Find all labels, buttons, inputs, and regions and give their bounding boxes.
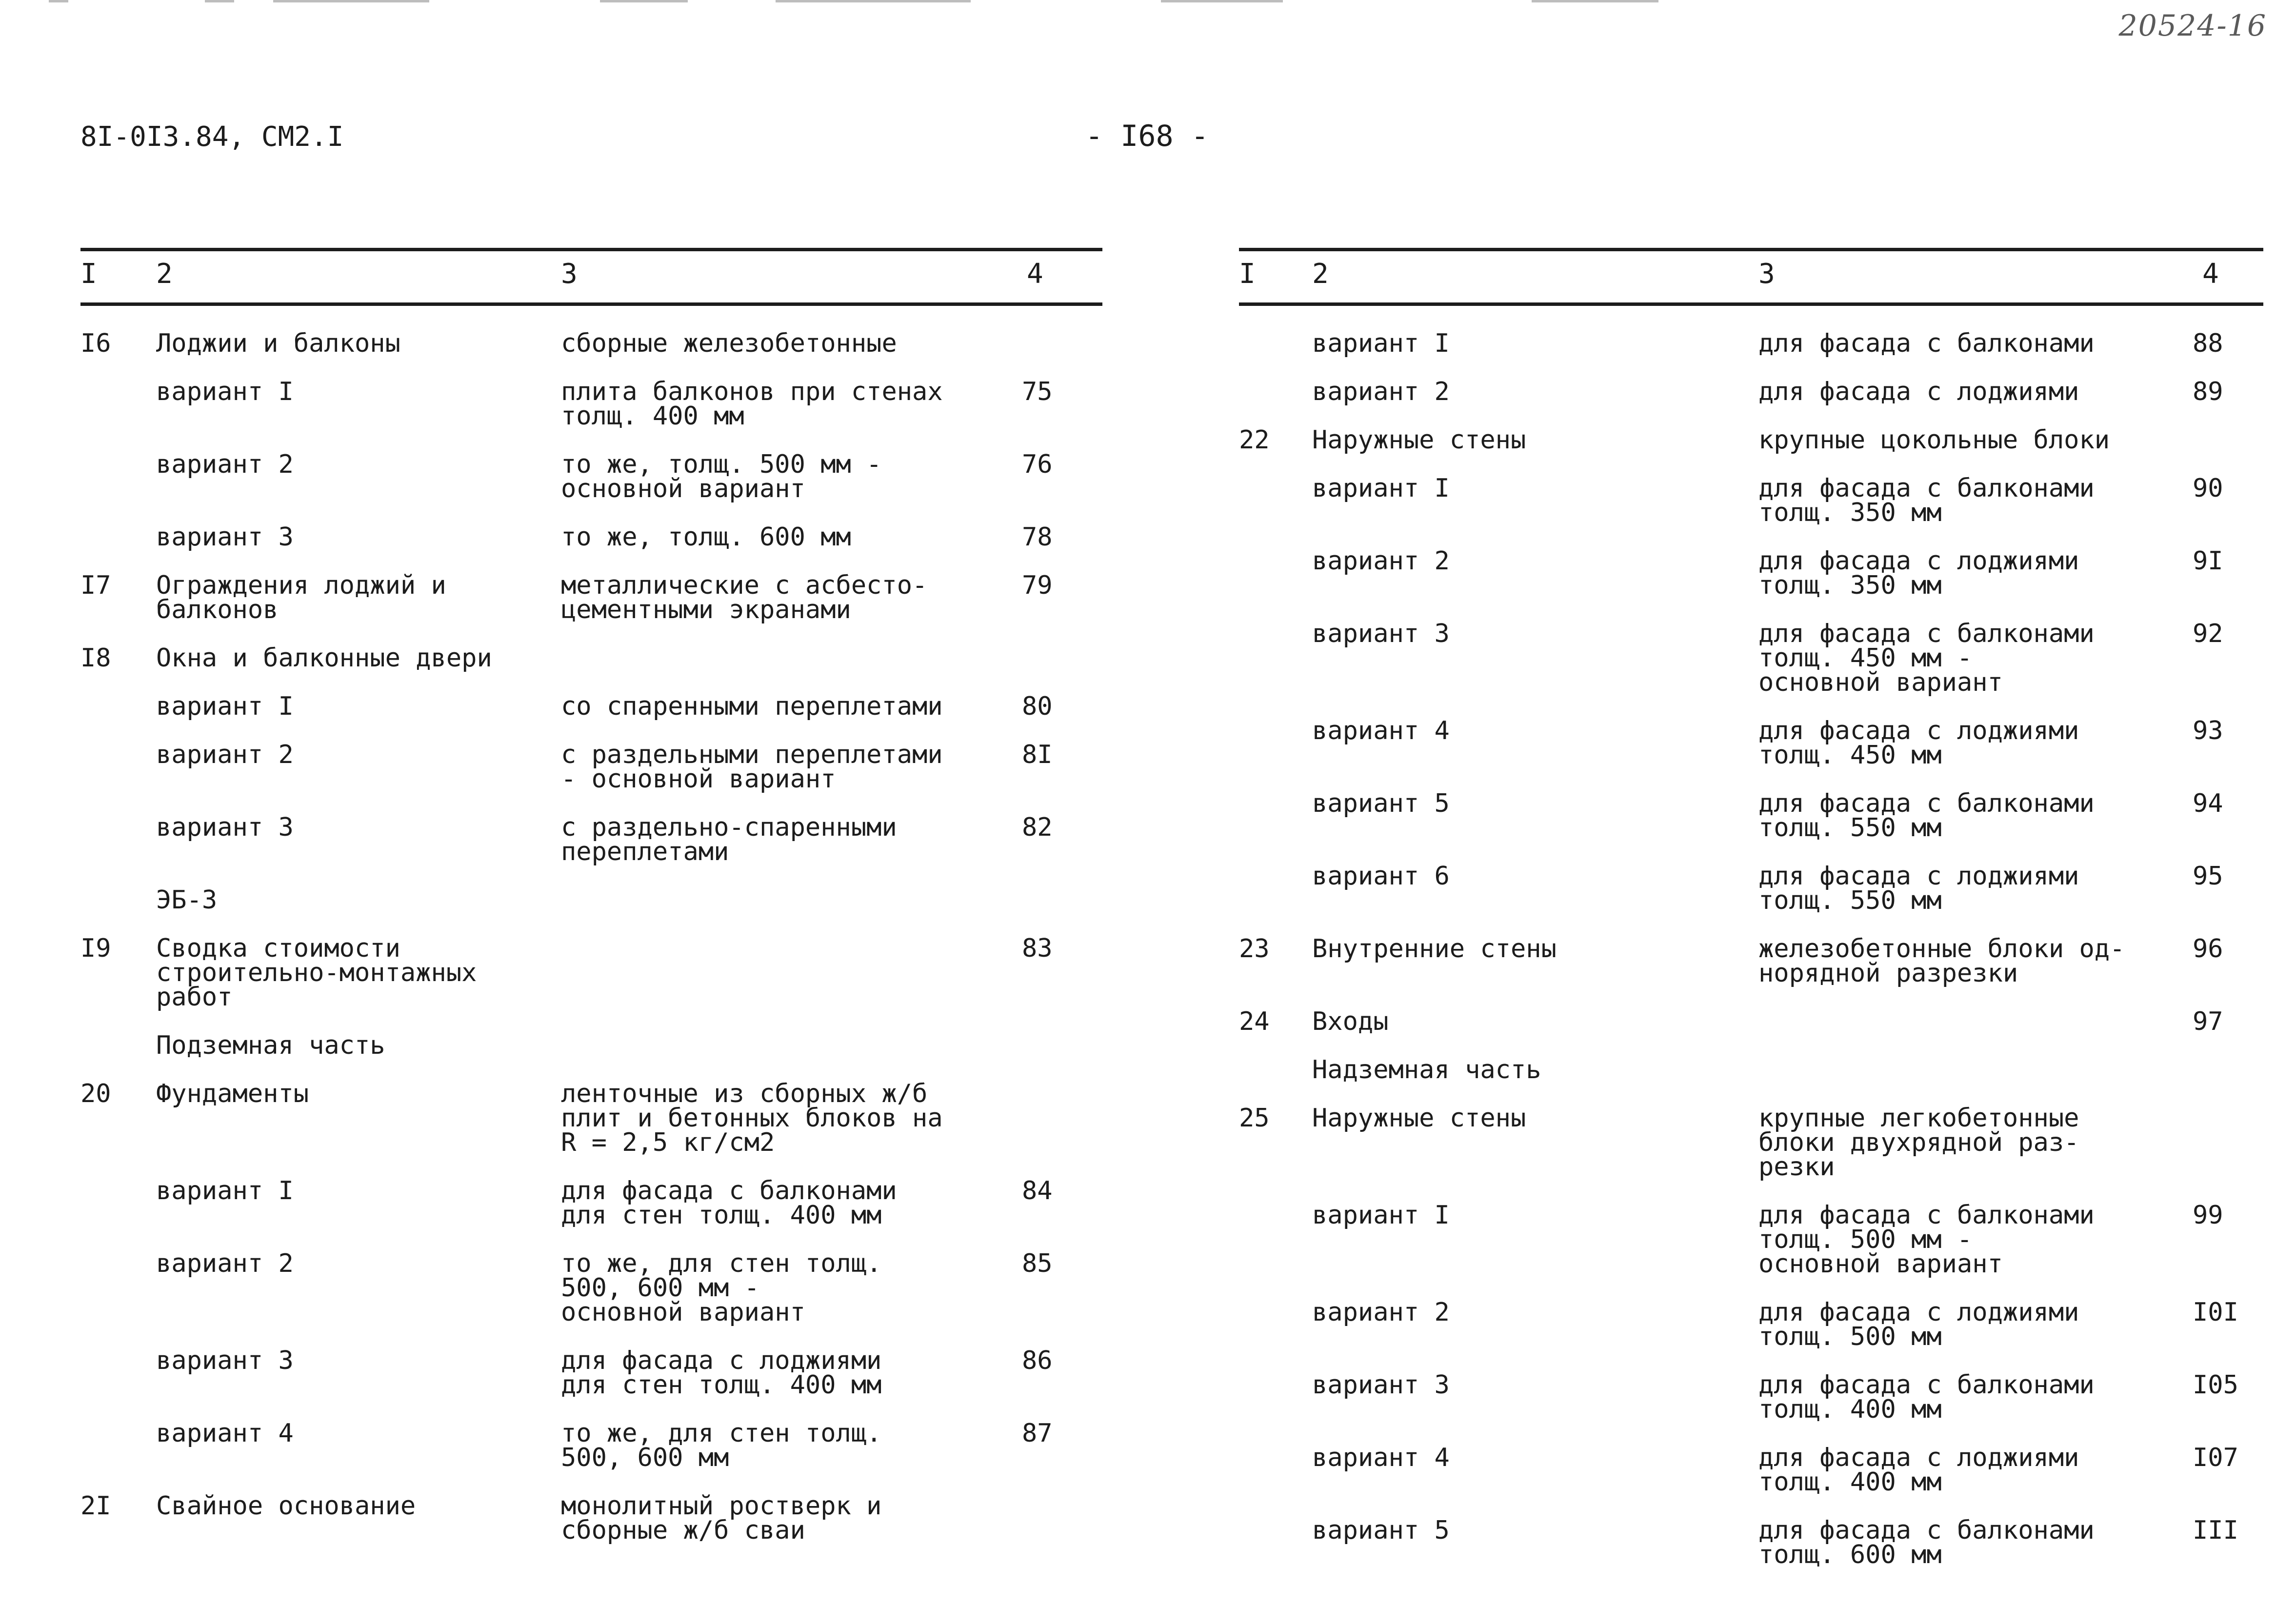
right-table <box>1239 248 2263 1591</box>
row-name: Свайное основание <box>156 1491 416 1521</box>
table-row <box>1239 546 2263 600</box>
row-name: вариант 3 <box>1312 1370 1450 1400</box>
row-description: с раздельными переплетами - основной вариант <box>561 740 943 794</box>
row-page-ref: 83 <box>1022 934 1053 963</box>
table-row <box>1239 934 2263 988</box>
row-name: вариант I <box>156 1176 294 1205</box>
column-header: I <box>80 258 97 290</box>
table-row <box>1239 1443 2263 1497</box>
table-row <box>1239 1300 2263 1349</box>
row-name: Сводка стоимости строительно-монтажных работ <box>156 934 477 1012</box>
row-page-ref: 94 <box>2193 789 2223 818</box>
scan-mark <box>205 0 234 2</box>
table-row <box>80 740 1102 794</box>
row-description: то же, толщ. 500 мм - основной вариант <box>561 450 882 503</box>
table-row <box>80 815 1102 864</box>
row-description: то же, для стен толщ. 500, 600 мм - основной вариант <box>561 1249 882 1327</box>
table-row <box>80 1491 1102 1545</box>
row-name: вариант 3 <box>1312 619 1450 648</box>
table-row <box>80 452 1102 501</box>
row-page-ref: 8I <box>1022 740 1053 769</box>
row-name: Наружные стены <box>1312 425 1526 455</box>
row-number: I7 <box>80 571 111 600</box>
row-page-ref: I07 <box>2193 1443 2238 1472</box>
row-page-ref: 79 <box>1022 571 1053 600</box>
table-row <box>1239 864 2263 913</box>
row-page-ref: III <box>2193 1516 2238 1545</box>
row-page-ref: 84 <box>1022 1176 1053 1205</box>
row-page-ref: 99 <box>2193 1201 2223 1230</box>
row-description: для фасада с балконами для стен толщ. 400 мм <box>561 1176 897 1230</box>
row-name: вариант 2 <box>156 740 294 769</box>
left-table <box>80 248 1102 1567</box>
row-page-ref: 82 <box>1022 813 1053 842</box>
row-name: Лоджии и балконы <box>156 329 400 358</box>
table-row <box>80 934 1102 1012</box>
table-row <box>80 573 1102 622</box>
table-row <box>1239 377 2263 406</box>
table-row <box>1239 425 2263 455</box>
row-name: вариант 4 <box>156 1419 294 1448</box>
table-row <box>1239 331 2263 356</box>
table-row <box>80 331 1102 356</box>
table-row <box>80 1346 1102 1400</box>
row-page-ref: 89 <box>2193 377 2223 406</box>
row-description: крупные легкобетонные блоки двухрядной раз- резки <box>1758 1104 2079 1182</box>
column-header: 4 <box>1027 258 1043 290</box>
table-row <box>1239 1104 2263 1182</box>
row-name: Наружные стены <box>1312 1104 1526 1133</box>
table-row <box>1239 1055 2263 1085</box>
table-row <box>80 643 1102 673</box>
row-number: 25 <box>1239 1104 1270 1133</box>
row-description: для фасада с балконами толщ. 350 мм <box>1758 474 2095 527</box>
row-page-ref: I05 <box>2193 1370 2238 1400</box>
row-page-ref: 78 <box>1022 522 1053 552</box>
table-row <box>1239 476 2263 525</box>
scan-mark <box>1161 0 1283 2</box>
document-code: 8I-0I3.84, СМ2.I <box>80 121 344 153</box>
row-description: для фасада с лоджиями для стен толщ. 400 мм <box>561 1346 882 1400</box>
row-page-ref: 75 <box>1022 377 1053 406</box>
row-name: вариант I <box>156 692 294 721</box>
row-description: для фасада с балконами толщ. 450 мм - основной вариант <box>1758 619 2095 697</box>
row-description: монолитный ростверк и сборные ж/б сваи <box>561 1491 882 1545</box>
row-description: плита балконов при стенах толщ. 400 мм <box>561 377 943 431</box>
column-header: 3 <box>1758 258 1775 290</box>
row-name: вариант I <box>1312 1201 1450 1230</box>
row-name: Фундаменты <box>156 1079 309 1108</box>
row-description: для фасада с лоджиями <box>1758 377 2079 406</box>
row-page-ref: I0I <box>2193 1298 2238 1327</box>
row-name: вариант 4 <box>1312 716 1450 745</box>
table-row <box>1239 789 2263 843</box>
table-row <box>1239 1201 2263 1279</box>
row-page-ref: 85 <box>1022 1249 1053 1278</box>
row-number: 22 <box>1239 425 1270 455</box>
row-description: ленточные из сборных ж/б плит и бетонных блоков на R = 2,5 кг/см2 <box>561 1079 943 1157</box>
scan-mark <box>600 0 688 2</box>
left-table-body <box>80 331 1102 1543</box>
row-page-ref: 86 <box>1022 1346 1053 1375</box>
row-name: вариант I <box>1312 329 1450 358</box>
table-row <box>80 1251 1102 1325</box>
column-header: 4 <box>2202 258 2219 290</box>
table-row <box>80 694 1102 719</box>
row-page-ref: 92 <box>2193 619 2223 648</box>
table-row <box>80 1033 1102 1058</box>
right-table-body <box>1239 331 2263 1567</box>
table-row <box>80 522 1102 552</box>
table-row <box>80 1079 1102 1157</box>
column-header: 3 <box>561 258 578 290</box>
row-name: ЭБ-3 <box>156 885 218 915</box>
row-description: со спаренными переплетами <box>561 692 943 721</box>
row-description: для фасада с лоджиями толщ. 550 мм <box>1758 862 2079 915</box>
row-page-ref: 87 <box>1022 1419 1053 1448</box>
row-page-ref: 9I <box>2193 546 2223 576</box>
row-description: для фасада с балконами <box>1758 329 2095 358</box>
row-name: вариант 5 <box>1312 1516 1450 1545</box>
scan-mark <box>776 0 971 2</box>
row-name: Подземная часть <box>156 1031 385 1060</box>
row-name: вариант 2 <box>1312 1298 1450 1327</box>
row-description: для фасада с лоджиями толщ. 450 мм <box>1758 716 2079 770</box>
row-description: для фасада с лоджиями толщ. 350 мм <box>1758 546 2079 600</box>
row-number: I6 <box>80 329 111 358</box>
row-description: для фасада с балконами толщ. 550 мм <box>1758 789 2095 843</box>
left-table-header <box>80 248 1102 306</box>
table-row <box>80 885 1102 915</box>
row-name: вариант 4 <box>1312 1443 1450 1472</box>
table-row <box>1239 1370 2263 1424</box>
row-number: 23 <box>1239 934 1270 964</box>
row-description: то же, толщ. 600 мм <box>561 522 851 552</box>
row-description: для фасада с лоджиями толщ. 500 мм <box>1758 1298 2079 1351</box>
row-number: 2I <box>80 1491 111 1521</box>
row-name: вариант 3 <box>156 1346 294 1375</box>
row-name: вариант 3 <box>156 522 294 552</box>
table-row <box>80 377 1102 431</box>
row-description: с раздельно-спаренными переплетами <box>561 813 897 866</box>
row-name: вариант 2 <box>1312 546 1450 576</box>
table-row <box>80 1421 1102 1470</box>
table-row <box>1239 716 2263 770</box>
row-page-ref: 95 <box>2193 862 2223 891</box>
row-page-ref: 76 <box>1022 450 1053 479</box>
row-name: Внутренние стены <box>1312 934 1557 964</box>
row-name: Ограждения лоджий и балконов <box>156 571 446 624</box>
row-number: I9 <box>80 934 111 963</box>
row-description: для фасада с лоджиями толщ. 400 мм <box>1758 1443 2079 1497</box>
column-header: 2 <box>1312 258 1329 290</box>
row-page-ref: 96 <box>2193 934 2223 964</box>
row-page-ref: 80 <box>1022 692 1053 721</box>
scan-mark <box>49 0 68 2</box>
handwritten-archive-number: 20524-16 <box>2118 9 2267 43</box>
row-name: Входы <box>1312 1007 1389 1036</box>
row-description: крупные цокольные блоки <box>1758 425 2110 455</box>
row-description: сборные железобетонные <box>561 329 897 358</box>
row-name: вариант I <box>156 377 294 406</box>
table-row <box>1239 1518 2263 1567</box>
row-name: Окна и балконные двери <box>156 643 492 673</box>
row-description: для фасада с балконами толщ. 400 мм <box>1758 1370 2095 1424</box>
row-description: металлические с асбесто- цементными экранами <box>561 571 928 624</box>
row-description: для фасада с балконами толщ. 500 мм - основной вариант <box>1758 1201 2095 1279</box>
table-row <box>1239 1009 2263 1034</box>
row-name: вариант 6 <box>1312 862 1450 891</box>
row-description: железобетонные блоки од- норядной разрезки <box>1758 934 2125 988</box>
row-description: то же, для стен толщ. 500, 600 мм <box>561 1419 882 1472</box>
row-name: вариант 2 <box>1312 377 1450 406</box>
column-header: 2 <box>156 258 173 290</box>
row-page-ref: 88 <box>2193 329 2223 358</box>
column-header: I <box>1239 258 1256 290</box>
row-name: вариант 3 <box>156 813 294 842</box>
table-row <box>80 1176 1102 1230</box>
row-name: вариант I <box>1312 474 1450 503</box>
page-number: - I68 - <box>1085 119 1209 153</box>
row-number: 24 <box>1239 1007 1270 1036</box>
scan-mark <box>273 0 429 2</box>
row-page-ref: 90 <box>2193 474 2223 503</box>
scan-mark <box>1532 0 1658 2</box>
row-number: 20 <box>80 1079 111 1108</box>
row-name: вариант 5 <box>1312 789 1450 818</box>
row-name: вариант 2 <box>156 450 294 479</box>
row-description: для фасада с балконами толщ. 600 мм <box>1758 1516 2095 1569</box>
row-name: вариант 2 <box>156 1249 294 1278</box>
right-table-header <box>1239 248 2263 306</box>
row-page-ref: 93 <box>2193 716 2223 745</box>
row-name: Надземная часть <box>1312 1055 1541 1085</box>
table-row <box>1239 619 2263 697</box>
row-number: I8 <box>80 643 111 673</box>
row-page-ref: 97 <box>2193 1007 2223 1036</box>
